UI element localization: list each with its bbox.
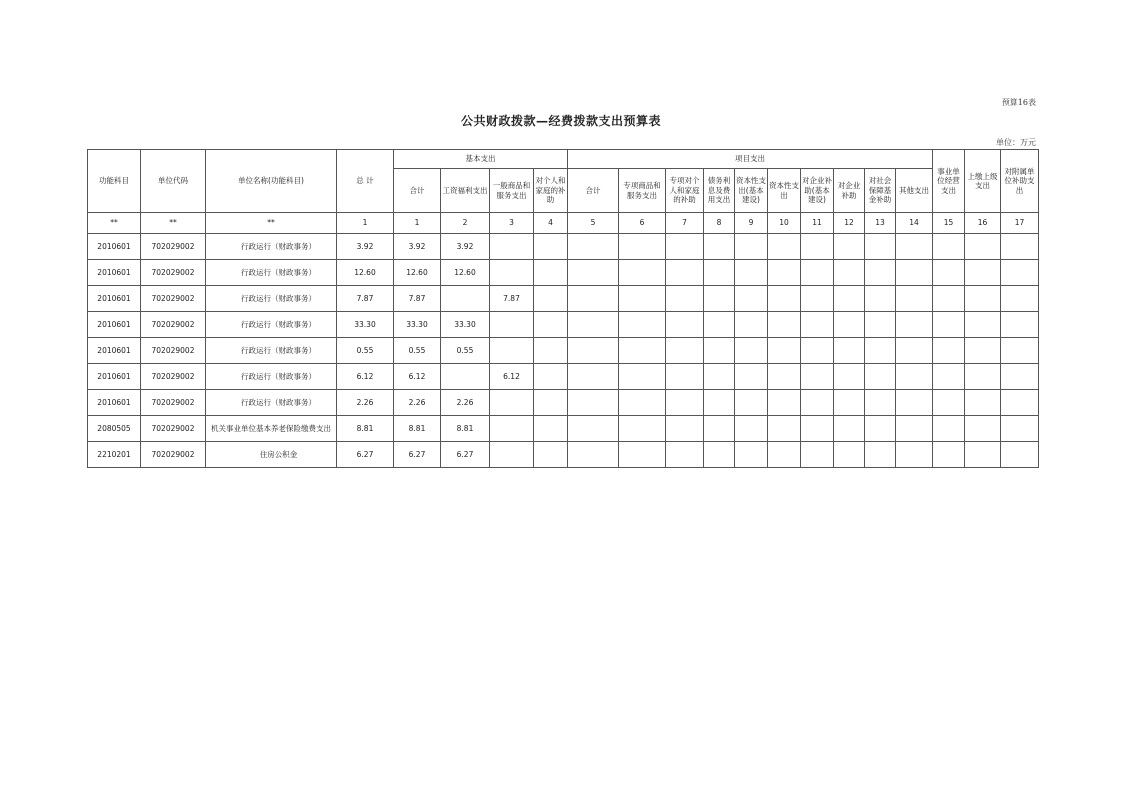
header-tail-col: 对附属单位补助支出	[1001, 150, 1039, 213]
empty-cell	[865, 260, 896, 286]
empty-cell	[933, 260, 965, 286]
empty-cell	[704, 338, 735, 364]
unit-code-cell: 702029002	[141, 286, 206, 312]
wage-cell: 8.81	[441, 416, 490, 442]
goods-services-cell	[490, 442, 534, 468]
basic-total-cell: 12.60	[394, 260, 441, 286]
table-row	[88, 286, 1039, 312]
empty-cell	[801, 364, 834, 390]
empty-cell	[1001, 260, 1039, 286]
header-project-col: 债务利息及费用支出	[704, 169, 735, 213]
wage-cell: 33.30	[441, 312, 490, 338]
personal-subsidy-cell	[534, 286, 568, 312]
unit-code-cell: 702029002	[141, 416, 206, 442]
empty-cell	[933, 338, 965, 364]
budget-table	[87, 149, 1039, 468]
index-cell: 4	[534, 213, 568, 234]
wage-cell: 6.27	[441, 442, 490, 468]
func-code-cell: 2010601	[88, 338, 141, 364]
unit-code-cell: 702029002	[141, 260, 206, 286]
empty-cell	[619, 390, 666, 416]
table-row	[88, 260, 1039, 286]
empty-cell	[834, 338, 865, 364]
empty-cell	[619, 286, 666, 312]
empty-cell	[801, 390, 834, 416]
wage-cell: 0.55	[441, 338, 490, 364]
empty-cell	[865, 312, 896, 338]
empty-cell	[896, 260, 933, 286]
empty-cell	[768, 234, 801, 260]
empty-cell	[666, 260, 704, 286]
personal-subsidy-cell	[534, 312, 568, 338]
empty-cell	[801, 312, 834, 338]
basic-total-cell: 6.12	[394, 364, 441, 390]
empty-cell	[768, 312, 801, 338]
empty-cell	[1001, 390, 1039, 416]
empty-cell	[834, 416, 865, 442]
empty-cell	[801, 260, 834, 286]
index-cell: 1	[394, 213, 441, 234]
total-cell: 7.87	[337, 286, 394, 312]
unit-name-cell: 行政运行（财政事务）	[206, 390, 337, 416]
empty-cell	[896, 286, 933, 312]
empty-cell	[1001, 442, 1039, 468]
goods-services-cell	[490, 416, 534, 442]
wage-cell: 12.60	[441, 260, 490, 286]
empty-cell	[666, 416, 704, 442]
header-basic: 基本支出	[394, 150, 568, 169]
func-code-cell: 2010601	[88, 234, 141, 260]
empty-cell	[965, 286, 1001, 312]
index-cell: **	[206, 213, 337, 234]
total-cell: 3.92	[337, 234, 394, 260]
empty-cell	[933, 416, 965, 442]
basic-total-cell: 7.87	[394, 286, 441, 312]
empty-cell	[933, 234, 965, 260]
empty-cell	[568, 260, 619, 286]
empty-cell	[865, 338, 896, 364]
index-cell: 1	[337, 213, 394, 234]
empty-cell	[834, 442, 865, 468]
unit-name-cell: 行政运行（财政事务）	[206, 364, 337, 390]
func-code-cell: 2210201	[88, 442, 141, 468]
func-code-cell: 2010601	[88, 286, 141, 312]
empty-cell	[568, 442, 619, 468]
empty-cell	[834, 286, 865, 312]
empty-cell	[896, 390, 933, 416]
unit-code-cell: 702029002	[141, 234, 206, 260]
empty-cell	[865, 442, 896, 468]
empty-cell	[896, 364, 933, 390]
index-cell: 5	[568, 213, 619, 234]
empty-cell	[735, 416, 768, 442]
empty-cell	[933, 286, 965, 312]
empty-cell	[704, 364, 735, 390]
empty-cell	[666, 312, 704, 338]
basic-total-cell: 6.27	[394, 442, 441, 468]
basic-total-cell: 3.92	[394, 234, 441, 260]
header-project-col: 其他支出	[896, 169, 933, 213]
index-cell: 13	[865, 213, 896, 234]
table-row	[88, 338, 1039, 364]
empty-cell	[704, 442, 735, 468]
empty-cell	[865, 364, 896, 390]
empty-cell	[568, 338, 619, 364]
unit-code-cell: 702029002	[141, 364, 206, 390]
empty-cell	[666, 286, 704, 312]
empty-cell	[933, 442, 965, 468]
index-cell: 11	[801, 213, 834, 234]
table-row	[88, 416, 1039, 442]
unit-label: 单位：万元	[996, 138, 1036, 147]
empty-cell	[933, 390, 965, 416]
empty-cell	[801, 234, 834, 260]
empty-cell	[619, 416, 666, 442]
wage-cell	[441, 286, 490, 312]
empty-cell	[735, 390, 768, 416]
personal-subsidy-cell	[534, 390, 568, 416]
index-cell: **	[141, 213, 206, 234]
empty-cell	[965, 390, 1001, 416]
index-cell: 12	[834, 213, 865, 234]
goods-services-cell	[490, 312, 534, 338]
table-row	[88, 390, 1039, 416]
empty-cell	[965, 234, 1001, 260]
index-cell: 14	[896, 213, 933, 234]
empty-cell	[735, 364, 768, 390]
empty-cell	[768, 260, 801, 286]
empty-cell	[965, 338, 1001, 364]
header-project-col: 专项对个人和家庭的补助	[666, 169, 704, 213]
wage-cell	[441, 364, 490, 390]
empty-cell	[568, 390, 619, 416]
header-project-col: 对企业补助(基本建设)	[801, 169, 834, 213]
total-cell: 6.27	[337, 442, 394, 468]
empty-cell	[896, 234, 933, 260]
empty-cell	[568, 312, 619, 338]
basic-total-cell: 0.55	[394, 338, 441, 364]
unit-name-cell: 行政运行（财政事务）	[206, 286, 337, 312]
empty-cell	[801, 338, 834, 364]
total-cell: 6.12	[337, 364, 394, 390]
unit-name-cell: 行政运行（财政事务）	[206, 338, 337, 364]
empty-cell	[1001, 338, 1039, 364]
empty-cell	[896, 442, 933, 468]
personal-subsidy-cell	[534, 338, 568, 364]
page-title: 公共财政拨款—经费拨款支出预算表	[460, 114, 661, 128]
index-row	[88, 213, 1039, 234]
empty-cell	[1001, 364, 1039, 390]
index-cell: 3	[490, 213, 534, 234]
func-code-cell: 2080505	[88, 416, 141, 442]
empty-cell	[933, 364, 965, 390]
empty-cell	[834, 260, 865, 286]
empty-cell	[768, 338, 801, 364]
empty-cell	[1001, 416, 1039, 442]
empty-cell	[666, 338, 704, 364]
header-project-col: 对企业补助	[834, 169, 865, 213]
empty-cell	[965, 442, 1001, 468]
header-func-code: 功能科目	[88, 150, 141, 213]
index-cell: 16	[965, 213, 1001, 234]
header-tail-col: 事业单位经营支出	[933, 150, 965, 213]
header-unit-code: 单位代码	[141, 150, 206, 213]
personal-subsidy-cell	[534, 416, 568, 442]
goods-services-cell	[490, 260, 534, 286]
goods-services-cell	[490, 338, 534, 364]
wage-cell: 2.26	[441, 390, 490, 416]
table-row	[88, 442, 1039, 468]
empty-cell	[666, 442, 704, 468]
unit-name-cell: 行政运行（财政事务）	[206, 260, 337, 286]
func-code-cell: 2010601	[88, 260, 141, 286]
basic-total-cell: 8.81	[394, 416, 441, 442]
goods-services-cell	[490, 234, 534, 260]
empty-cell	[735, 260, 768, 286]
empty-cell	[965, 364, 1001, 390]
personal-subsidy-cell	[534, 260, 568, 286]
header-basic-col: 一般商品和服务支出	[490, 169, 534, 213]
empty-cell	[704, 260, 735, 286]
empty-cell	[735, 234, 768, 260]
unit-name-cell: 行政运行（财政事务）	[206, 312, 337, 338]
header-unit-name: 单位名称(功能科目)	[206, 150, 337, 213]
empty-cell	[735, 338, 768, 364]
empty-cell	[619, 234, 666, 260]
empty-cell	[965, 416, 1001, 442]
index-cell: 2	[441, 213, 490, 234]
personal-subsidy-cell	[534, 234, 568, 260]
total-cell: 0.55	[337, 338, 394, 364]
total-cell: 33.30	[337, 312, 394, 338]
unit-code-cell: 702029002	[141, 390, 206, 416]
empty-cell	[619, 338, 666, 364]
total-cell: 8.81	[337, 416, 394, 442]
empty-cell	[666, 364, 704, 390]
empty-cell	[865, 390, 896, 416]
empty-cell	[896, 416, 933, 442]
personal-subsidy-cell	[534, 364, 568, 390]
empty-cell	[704, 234, 735, 260]
empty-cell	[666, 390, 704, 416]
empty-cell	[768, 364, 801, 390]
index-cell: 8	[704, 213, 735, 234]
unit-name-cell: 机关事业单位基本养老保险缴费支出	[206, 416, 337, 442]
table-row	[88, 234, 1039, 260]
empty-cell	[834, 312, 865, 338]
empty-cell	[1001, 286, 1039, 312]
table-row	[88, 364, 1039, 390]
func-code-cell: 2010601	[88, 390, 141, 416]
empty-cell	[704, 312, 735, 338]
total-cell: 2.26	[337, 390, 394, 416]
table-row	[88, 312, 1039, 338]
empty-cell	[865, 286, 896, 312]
unit-code-cell: 702029002	[141, 442, 206, 468]
header-project-col: 专项商品和服务支出	[619, 169, 666, 213]
total-cell: 12.60	[337, 260, 394, 286]
empty-cell	[619, 312, 666, 338]
goods-services-cell	[490, 390, 534, 416]
unit-name-cell: 行政运行（财政事务）	[206, 234, 337, 260]
form-number: 预算16表	[1001, 98, 1036, 107]
empty-cell	[568, 286, 619, 312]
empty-cell	[965, 260, 1001, 286]
empty-cell	[965, 312, 1001, 338]
header-project: 项目支出	[568, 150, 933, 169]
empty-cell	[704, 416, 735, 442]
header-basic-col: 合计	[394, 169, 441, 213]
empty-cell	[834, 234, 865, 260]
empty-cell	[933, 312, 965, 338]
unit-name-cell: 住房公积金	[206, 442, 337, 468]
table-body	[88, 213, 1039, 468]
header-total: 总 计	[337, 150, 394, 213]
func-code-cell: 2010601	[88, 364, 141, 390]
header-project-col: 资本性支出(基本建设)	[735, 169, 768, 213]
empty-cell	[619, 442, 666, 468]
empty-cell	[704, 286, 735, 312]
empty-cell	[619, 260, 666, 286]
index-cell: **	[88, 213, 141, 234]
empty-cell	[801, 286, 834, 312]
empty-cell	[834, 390, 865, 416]
empty-cell	[768, 390, 801, 416]
personal-subsidy-cell	[534, 442, 568, 468]
basic-total-cell: 33.30	[394, 312, 441, 338]
empty-cell	[768, 416, 801, 442]
empty-cell	[768, 442, 801, 468]
header-basic-col: 工资福利支出	[441, 169, 490, 213]
empty-cell	[834, 364, 865, 390]
empty-cell	[801, 442, 834, 468]
unit-code-cell: 702029002	[141, 312, 206, 338]
goods-services-cell: 7.87	[490, 286, 534, 312]
index-cell: 10	[768, 213, 801, 234]
empty-cell	[1001, 312, 1039, 338]
empty-cell	[735, 312, 768, 338]
wage-cell: 3.92	[441, 234, 490, 260]
header-basic-col: 对个人和家庭的补助	[534, 169, 568, 213]
empty-cell	[801, 416, 834, 442]
header-project-col: 资本性支出	[768, 169, 801, 213]
basic-total-cell: 2.26	[394, 390, 441, 416]
index-cell: 7	[666, 213, 704, 234]
empty-cell	[768, 286, 801, 312]
empty-cell	[704, 390, 735, 416]
header-project-col: 对社会保障基金补助	[865, 169, 896, 213]
empty-cell	[865, 234, 896, 260]
empty-cell	[896, 338, 933, 364]
empty-cell	[735, 442, 768, 468]
empty-cell	[865, 416, 896, 442]
empty-cell	[568, 416, 619, 442]
empty-cell	[619, 364, 666, 390]
index-cell: 9	[735, 213, 768, 234]
index-cell: 17	[1001, 213, 1039, 234]
empty-cell	[896, 312, 933, 338]
index-cell: 15	[933, 213, 965, 234]
empty-cell	[1001, 234, 1039, 260]
index-cell: 6	[619, 213, 666, 234]
empty-cell	[568, 364, 619, 390]
goods-services-cell: 6.12	[490, 364, 534, 390]
func-code-cell: 2010601	[88, 312, 141, 338]
empty-cell	[735, 286, 768, 312]
unit-code-cell: 702029002	[141, 338, 206, 364]
header-project-col: 合计	[568, 169, 619, 213]
empty-cell	[666, 234, 704, 260]
header-tail-col: 上缴上级支出	[965, 150, 1001, 213]
empty-cell	[568, 234, 619, 260]
